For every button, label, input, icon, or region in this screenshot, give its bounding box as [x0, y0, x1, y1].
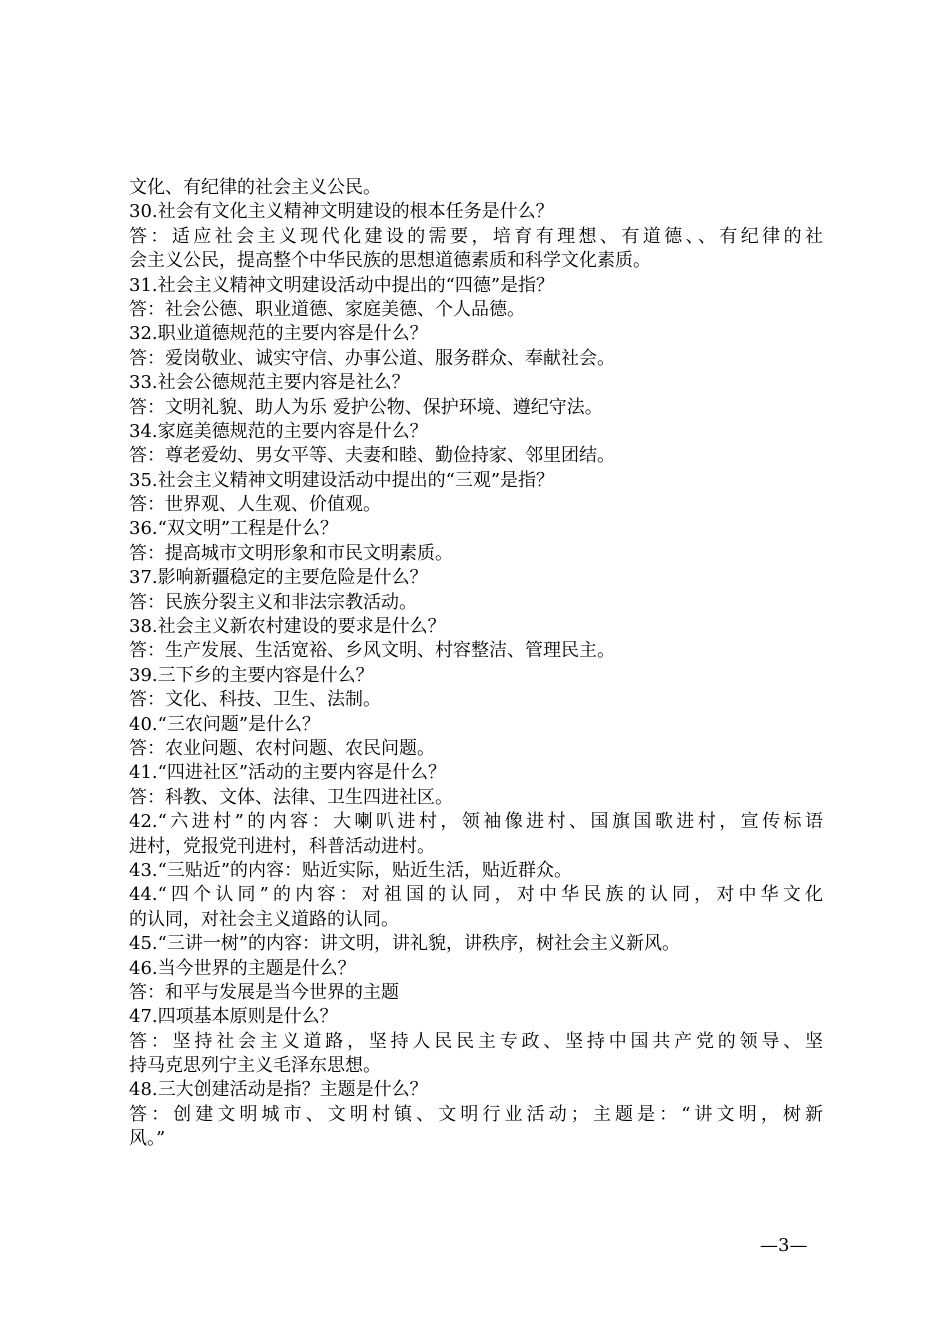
text-line: 文化、有纪律的社会主义公民。 [129, 177, 381, 198]
text-line: 答：科教、文体、法律、卫生四进社区。 [129, 786, 453, 808]
text-line: 答：生产发展、生活宽裕、乡风文明、村容整洁、管理民主。 [129, 640, 615, 662]
text-line: 答：爱岗敬业、诚实守信、办事公道、服务群众、奉献社会。 [129, 347, 615, 369]
text-line: 48.三大创建活动是指？主题是什么？ [129, 1079, 428, 1101]
page-number: —3— [760, 1235, 808, 1256]
text-line: 34.家庭美德规范的主要内容是什么？ [129, 420, 428, 442]
text-line: 32.职业道德规范的主要内容是什么？ [129, 323, 428, 345]
text-line: 45.“三讲一树”的内容：讲文明，讲礼貌，讲秩序，树社会主义新风。 [129, 933, 681, 955]
text-line: 33.社会公德规范主要内容是社么？ [129, 372, 410, 394]
text-line: 36.“双文明”工程是什么？ [129, 518, 339, 540]
text-line: 46.当今世界的主题是什么？ [129, 957, 356, 979]
text-line: 会主义公民，提高整个中华民族的思想道德素质和科学文化素质。 [129, 250, 651, 272]
text-line: 答：创建文明城市、文明村镇、文明行业活动；主题是：“讲文明，树新 [129, 1103, 823, 1125]
text-line: 35.社会主义精神文明建设活动中提出的“三观”是指？ [129, 469, 555, 491]
text-line: 30.社会有文化主义精神文明建设的根本任务是什么？ [129, 201, 554, 223]
text-line: 答：坚持社会主义道路，坚持人民民主专政、坚持中国共产党的领导、坚 [129, 1030, 823, 1052]
text-line: 40.“三农问题”是什么？ [129, 713, 321, 735]
text-line: 44.“四个认同”的内容：对祖国的认同，对中华民族的认同，对中华文化 [129, 884, 823, 906]
text-line: 42.“六进村”的内容：大喇叭进村，领袖像进村、国旗国歌进村，宣传标语 [129, 811, 823, 833]
text-line: 47.四项基本原则是什么？ [129, 1006, 338, 1028]
text-line: 答：尊老爱幼、男女平等、夫妻和睦、勤俭持家、邻里团结。 [129, 445, 615, 467]
text-line: 风。” [129, 1128, 166, 1150]
text-line: 43.“三贴近”的内容：贴近实际，贴近生活，贴近群众。 [129, 859, 573, 881]
text-line: 31.社会主义精神文明建设活动中提出的“四德”是指？ [129, 274, 555, 296]
text-line: 进村，党报党刊进村，科普活动进村。 [129, 835, 435, 857]
text-line: 37.影响新疆稳定的主要危险是什么？ [129, 567, 428, 589]
text-line: 答：民族分裂主义和非法宗教活动。 [129, 591, 417, 613]
document-body [129, 176, 823, 1152]
text-line: 答：和平与发展是当今世界的主题 [129, 981, 399, 1003]
text-line: 39.三下乡的主要内容是什么？ [129, 664, 374, 686]
text-line: 41.“四进社区”活动的主要内容是什么？ [129, 762, 447, 784]
text-line: 答：农业问题、农村问题、农民问题。 [129, 737, 435, 759]
text-line: 答：社会公德、职业道德、家庭美德、个人品德。 [129, 298, 525, 320]
text-line: 答：文化、科技、卫生、法制。 [129, 689, 381, 711]
text-line: 答：提高城市文明形象和市民文明素质。 [129, 542, 453, 564]
text-line: 答：世界观、人生观、价值观。 [129, 494, 381, 516]
text-line: 的认同，对社会主义道路的认同。 [129, 908, 399, 930]
text-line: 38.社会主义新农村建设的要求是什么？ [129, 616, 446, 638]
text-line: 答：适应社会主义现代化建设的需要，培育有理想、有道德、、有纪律的社 [129, 225, 823, 247]
text-line: 持马克思列宁主义毛泽东思想。 [129, 1055, 381, 1077]
text-line: 答：文明礼貌、助人为乐 爱护公物、保护环境、遵纪守法。 [129, 396, 603, 418]
